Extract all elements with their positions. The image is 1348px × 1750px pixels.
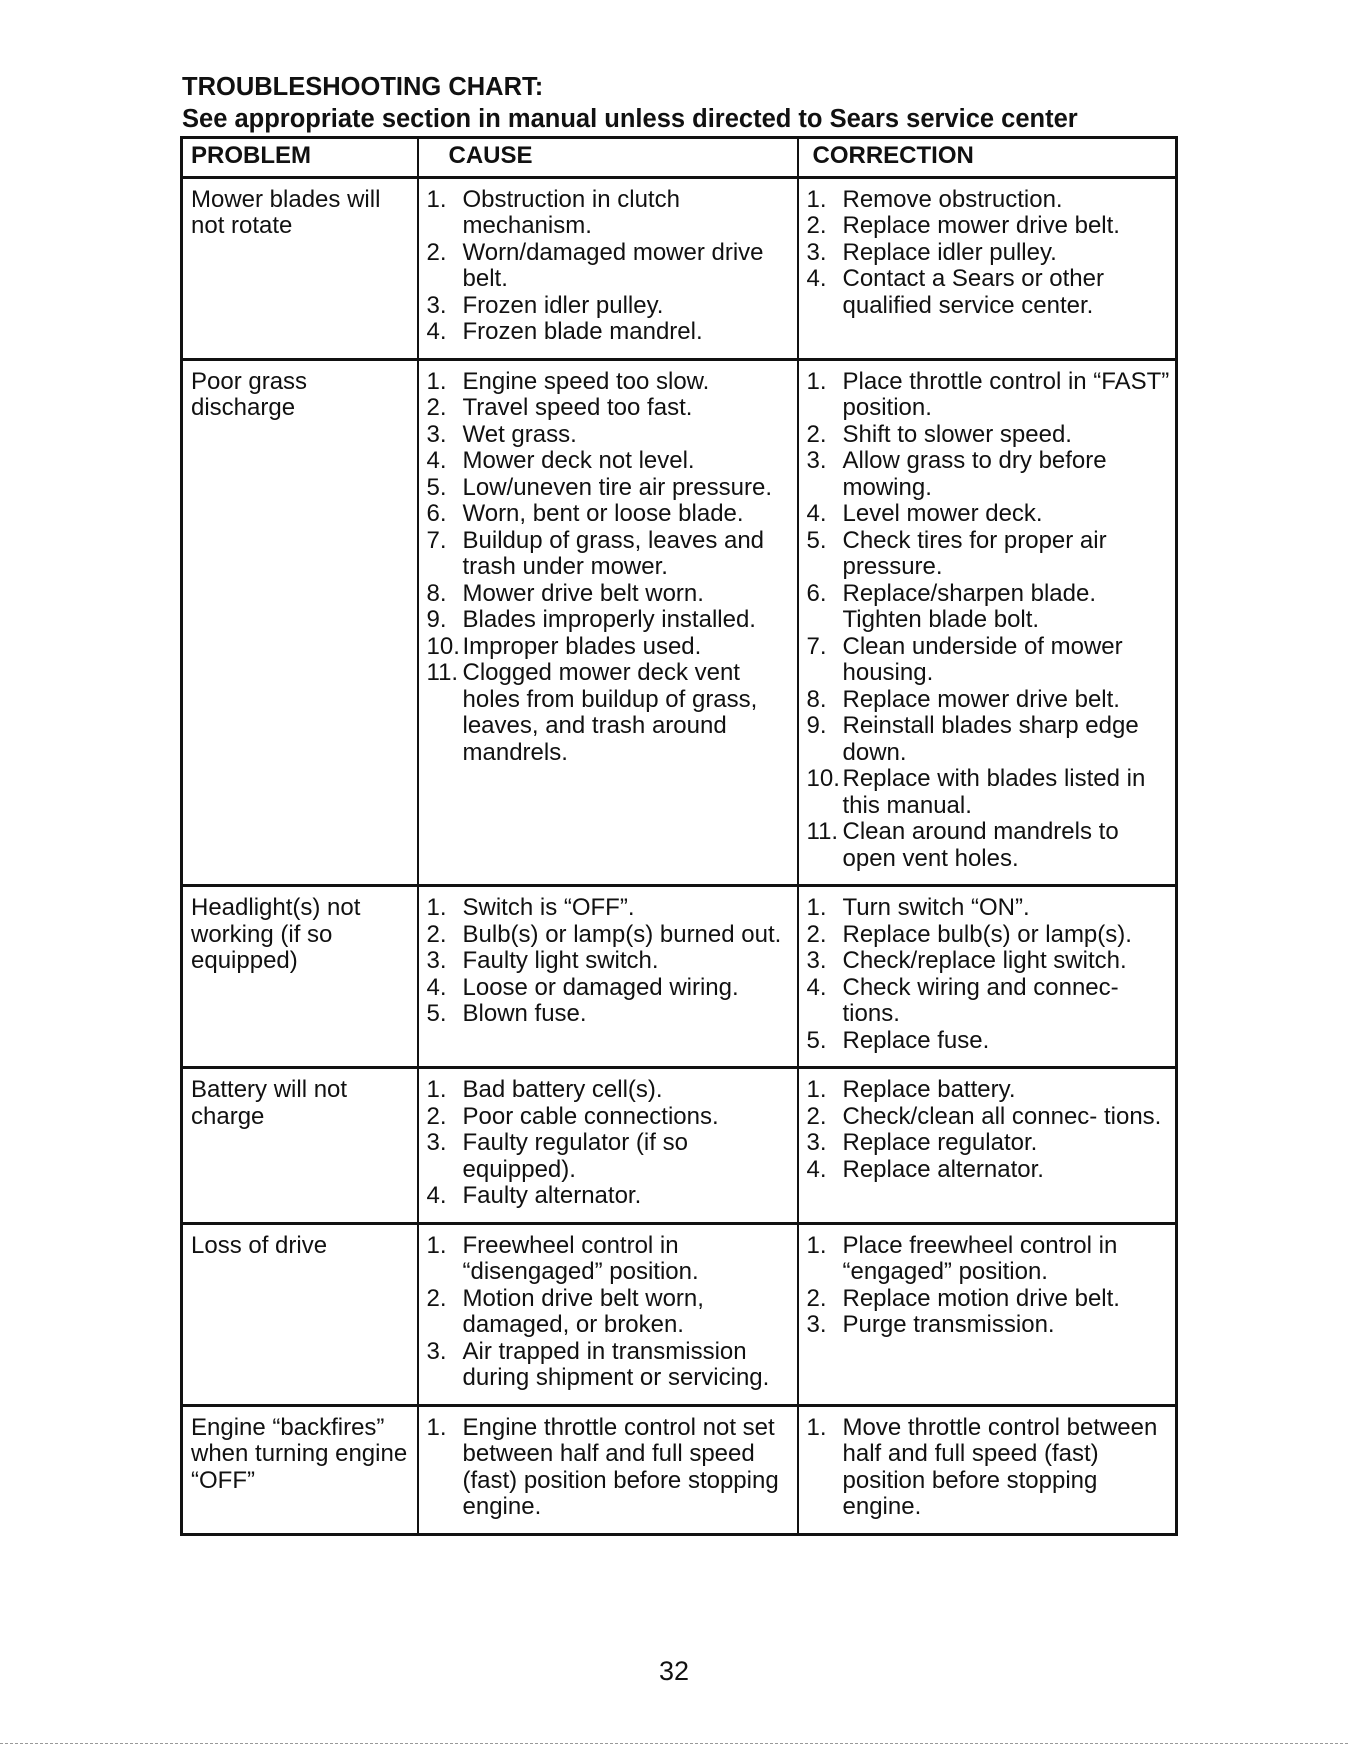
correction-text: Purge transmission. — [842, 1311, 1055, 1338]
correction-item — [807, 1233, 1174, 1286]
cause-number: 3. — [426, 291, 447, 319]
correction-number: 9. — [806, 712, 827, 739]
troubleshooting-table — [180, 136, 1178, 1536]
correction-item — [807, 1312, 1174, 1339]
correction-text: Replace battery. — [842, 1076, 1016, 1103]
page-number: 32 — [658, 1656, 690, 1686]
cause-number: 11. — [426, 659, 459, 686]
cause-number: 4. — [426, 1182, 447, 1209]
correction-item — [807, 687, 1174, 714]
correction-text: Level mower deck. — [842, 500, 1043, 527]
cause-cell — [418, 1068, 798, 1224]
cause-text: Buildup of grass, leaves and trash under mower. — [462, 526, 765, 580]
correction-text: Replace alternator. — [842, 1155, 1044, 1183]
cause-item — [427, 1286, 795, 1339]
cause-text: Air trapped in transmission during shipment or servicing. — [462, 1337, 770, 1391]
cause-cell — [418, 177, 798, 359]
correction-item — [807, 528, 1174, 581]
cause-number: 1. — [426, 1076, 447, 1103]
table-row — [182, 177, 1177, 359]
correction-number: 4. — [806, 1155, 827, 1183]
correction-item — [807, 422, 1174, 449]
correction-item — [807, 213, 1174, 240]
cause-item — [427, 1183, 795, 1210]
cause-text: Frozen idler pulley. — [462, 291, 664, 319]
col-header-correction: CORRECTION — [798, 138, 1177, 178]
correction-item — [807, 501, 1174, 528]
correction-item — [807, 975, 1174, 1028]
correction-item — [807, 819, 1174, 872]
correction-text: Check/clean all connec- tions. — [842, 1102, 1162, 1130]
page-edge-rule — [0, 1743, 1348, 1744]
correction-item — [807, 1130, 1174, 1157]
cause-number: 5. — [426, 1000, 447, 1027]
cause-text: Faulty alternator. — [462, 1182, 642, 1209]
correction-item — [807, 922, 1174, 949]
correction-item — [807, 1286, 1174, 1313]
cause-text: Frozen blade mandrel. — [462, 318, 703, 345]
correction-number: 1. — [806, 1231, 827, 1259]
cause-text: Wet grass. — [462, 420, 577, 448]
correction-number: 5. — [806, 526, 827, 554]
cause-text: Faulty light switch. — [462, 947, 659, 974]
cause-item — [427, 369, 795, 396]
correction-item — [807, 634, 1174, 687]
cause-number: 4. — [426, 973, 447, 1001]
correction-number: 4. — [806, 500, 827, 527]
cause-item — [427, 1001, 795, 1028]
cause-number: 1. — [426, 1231, 447, 1259]
correction-text: Move throttle control between half and full speed (fast) position before stopping engine. — [842, 1413, 1158, 1520]
cause-number: 6. — [426, 500, 447, 527]
correction-item — [807, 187, 1174, 214]
col-header-cause: CAUSE — [418, 138, 798, 178]
correction-text: Replace mower drive belt. — [842, 685, 1120, 713]
correction-number: 1. — [806, 1076, 827, 1103]
correction-cell — [798, 1405, 1177, 1534]
cause-number: 3. — [426, 1337, 447, 1365]
cause-text: Poor cable connections. — [462, 1102, 719, 1130]
cause-number: 1. — [426, 894, 447, 921]
cause-number: 2. — [426, 1102, 447, 1130]
cause-number: 9. — [426, 606, 447, 633]
cause-text: Mower drive belt worn. — [462, 579, 704, 607]
correction-item — [807, 1415, 1174, 1521]
correction-item — [807, 240, 1174, 267]
cause-number: 3. — [426, 947, 447, 974]
cause-item — [427, 1130, 795, 1183]
cause-text: Obstruction in clutch mechanism. — [462, 185, 680, 239]
correction-number: 6. — [806, 579, 827, 607]
cause-text: Blades improperly installed. — [462, 606, 756, 633]
correction-text: Place freewheel control in “engaged” position. — [842, 1231, 1118, 1285]
cause-text: Switch is “OFF”. — [462, 894, 635, 921]
correction-item — [807, 766, 1174, 819]
correction-text: Remove obstruction. — [842, 185, 1063, 213]
cause-number: 4. — [426, 447, 447, 474]
cause-text: Improper blades used. — [462, 632, 702, 660]
cause-number: 2. — [426, 920, 447, 948]
cause-text: Bad battery cell(s). — [462, 1076, 663, 1103]
cause-number: 2. — [426, 394, 447, 421]
correction-text: Shift to slower speed. — [842, 420, 1072, 448]
correction-text: Replace with blades listed in this manual. — [842, 765, 1146, 819]
cause-number: 1. — [426, 185, 447, 213]
correction-number: 5. — [806, 1026, 827, 1054]
correction-item — [807, 1104, 1174, 1131]
correction-text: Contact a Sears or other qualified service center. — [842, 265, 1104, 319]
cause-item — [427, 607, 795, 634]
table-row — [182, 359, 1177, 886]
cause-item — [427, 240, 795, 293]
cause-item — [427, 475, 795, 502]
correction-item — [807, 369, 1174, 422]
table-row — [182, 1405, 1177, 1534]
correction-number: 3. — [806, 1129, 827, 1156]
cause-text: Loose or damaged wiring. — [462, 973, 739, 1001]
correction-number: 3. — [806, 947, 827, 974]
correction-text: Check tires for proper air pressure. — [842, 526, 1107, 580]
cause-item — [427, 293, 795, 320]
problem-cell: Engine “backfires” when turning engine “OFF” — [182, 1405, 418, 1534]
cause-item — [427, 948, 795, 975]
cause-number: 2. — [426, 238, 447, 266]
table-row — [182, 886, 1177, 1068]
cause-number: 5. — [426, 473, 447, 501]
correction-number: 11. — [806, 818, 839, 845]
correction-text: Turn switch “ON”. — [842, 894, 1030, 921]
correction-text: Clean underside of mower housing. — [842, 632, 1123, 686]
table-row — [182, 1223, 1177, 1405]
problem-cell: Battery will not charge — [182, 1068, 418, 1224]
header-row — [182, 138, 1177, 178]
cause-text: Travel speed too fast. — [462, 394, 693, 421]
cause-number: 1. — [426, 367, 447, 395]
problem-cell: Poor grass discharge — [182, 359, 418, 886]
cause-text: Low/uneven tire air pressure. — [462, 473, 772, 501]
cause-text: Clogged mower deck vent holes from buildup of grass, leaves, and trash around mandrels. — [462, 659, 758, 766]
correction-number: 2. — [806, 1284, 827, 1312]
cause-text: Engine speed too slow. — [462, 367, 710, 395]
correction-cell — [798, 177, 1177, 359]
cause-item — [427, 922, 795, 949]
correction-cell — [798, 1223, 1177, 1405]
cause-number: 10. — [426, 632, 460, 660]
cause-text: Engine throttle control not set between half and full speed (fast) position before stopping engine. — [462, 1413, 779, 1520]
correction-item — [807, 713, 1174, 766]
correction-number: 1. — [806, 1413, 827, 1441]
cause-number: 1. — [426, 1413, 447, 1441]
correction-number: 1. — [806, 185, 827, 213]
correction-item — [807, 895, 1174, 922]
correction-item — [807, 1028, 1174, 1055]
correction-text: Replace bulb(s) or lamp(s). — [842, 920, 1132, 948]
cause-number: 3. — [426, 420, 447, 448]
correction-number: 8. — [806, 685, 827, 713]
correction-text: Allow grass to dry before mowing. — [842, 447, 1107, 501]
chart-subtitle: See appropriate section in manual unless directed to Sears service center — [182, 105, 1078, 133]
cause-item — [427, 634, 795, 661]
problem-cell: Loss of drive — [182, 1223, 418, 1405]
table-body — [182, 177, 1177, 1534]
problem-cell: Mower blades will not rotate — [182, 177, 418, 359]
correction-item — [807, 266, 1174, 319]
col-header-problem: PROBLEM — [182, 138, 418, 178]
correction-number: 3. — [806, 447, 827, 474]
table-row — [182, 1068, 1177, 1224]
cause-item — [427, 319, 795, 346]
correction-text: Check wiring and connec- tions. — [842, 973, 1119, 1027]
cause-item — [427, 581, 795, 608]
cause-item — [427, 187, 795, 240]
cause-item — [427, 528, 795, 581]
cause-item — [427, 1233, 795, 1286]
cause-number: 8. — [426, 579, 447, 607]
cause-item — [427, 975, 795, 1002]
correction-cell — [798, 359, 1177, 886]
chart-title: TROUBLESHOOTING CHART: — [182, 73, 544, 101]
correction-number: 2. — [806, 420, 827, 448]
correction-cell — [798, 1068, 1177, 1224]
correction-number: 3. — [806, 1311, 827, 1338]
cause-item — [427, 422, 795, 449]
correction-item — [807, 1077, 1174, 1104]
correction-text: Replace idler pulley. — [842, 238, 1057, 266]
correction-text: Replace/sharpen blade. Tighten blade bolt. — [842, 579, 1097, 633]
correction-text: Replace mower drive belt. — [842, 212, 1120, 239]
correction-number: 2. — [806, 920, 827, 948]
cause-item — [427, 660, 795, 766]
cause-text: Mower deck not level. — [462, 447, 695, 474]
correction-text: Replace fuse. — [842, 1026, 990, 1054]
correction-number: 1. — [806, 367, 827, 395]
cause-item — [427, 395, 795, 422]
correction-number: 1. — [806, 894, 827, 921]
correction-number: 7. — [806, 632, 827, 660]
correction-number: 3. — [806, 238, 827, 266]
correction-item — [807, 581, 1174, 634]
cause-cell — [418, 1223, 798, 1405]
correction-number: 4. — [806, 973, 827, 1001]
correction-text: Check/replace light switch. — [842, 947, 1127, 974]
correction-cell — [798, 886, 1177, 1068]
cause-item — [427, 1339, 795, 1392]
cause-text: Worn, bent or loose blade. — [462, 500, 744, 527]
cause-text: Bulb(s) or lamp(s) burned out. — [462, 920, 782, 948]
cause-text: Blown fuse. — [462, 1000, 587, 1027]
cause-item — [427, 501, 795, 528]
cause-cell — [418, 886, 798, 1068]
cause-item — [427, 1415, 795, 1521]
correction-text: Replace regulator. — [842, 1129, 1038, 1156]
cause-item — [427, 448, 795, 475]
cause-number: 4. — [426, 318, 447, 345]
cause-text: Faulty regulator (if so equipped). — [462, 1129, 688, 1183]
cause-cell — [418, 359, 798, 886]
cause-item — [427, 1077, 795, 1104]
cause-cell — [418, 1405, 798, 1534]
cause-text: Worn/damaged mower drive belt. — [462, 238, 764, 292]
correction-text: Clean around mandrels to open vent holes. — [842, 818, 1119, 872]
correction-number: 2. — [806, 1102, 827, 1130]
cause-item — [427, 1104, 795, 1131]
cause-text: Freewheel control in “disengaged” position. — [462, 1231, 699, 1285]
correction-text: Replace motion drive belt. — [842, 1284, 1120, 1312]
correction-item — [807, 1157, 1174, 1184]
cause-number: 7. — [426, 526, 447, 554]
correction-text: Place throttle control in “FAST” position. — [842, 367, 1170, 421]
cause-item — [427, 895, 795, 922]
correction-number: 10. — [806, 765, 840, 792]
correction-number: 4. — [806, 265, 827, 292]
cause-number: 2. — [426, 1284, 447, 1312]
correction-item — [807, 448, 1174, 501]
correction-item — [807, 948, 1174, 975]
cause-number: 3. — [426, 1129, 447, 1156]
cause-text: Motion drive belt worn, damaged, or broken. — [462, 1284, 704, 1338]
problem-cell: Headlight(s) not working (if so equipped) — [182, 886, 418, 1068]
correction-text: Reinstall blades sharp edge down. — [842, 712, 1139, 766]
correction-number: 2. — [806, 212, 827, 239]
